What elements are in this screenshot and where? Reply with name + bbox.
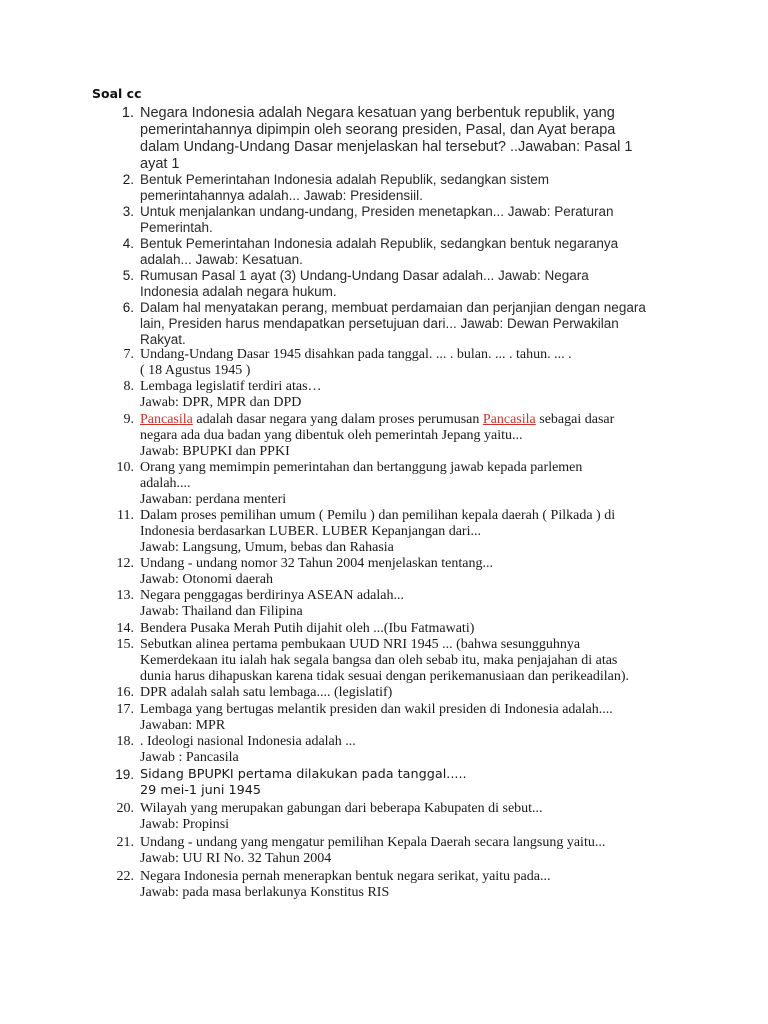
- item-number: 5.: [122, 268, 134, 283]
- list-item: [100, 621, 680, 637]
- list-item: [100, 685, 680, 701]
- item-number: 9.: [123, 412, 134, 427]
- item-text: Undang - undang yang mengatur pemilihan Kepala Daerah secara langsung yaitu...: [140, 835, 606, 850]
- pancasila-link[interactable]: Pancasila: [482, 412, 536, 427]
- document-title: Soal cc: [92, 86, 142, 101]
- item-text: Jawab: Propinsi: [140, 817, 230, 832]
- item-text: Jawab: Otonomi daerah: [140, 572, 273, 587]
- item-text: pemerintahannya adalah... Jawab: Presidensiil.: [140, 188, 423, 203]
- list-item: [100, 347, 680, 379]
- item-number: 22.: [116, 869, 134, 884]
- list-item: [100, 460, 680, 508]
- item-text: Untuk menjalankan undang-undang, Presiden menetapkan... Jawab: Peraturan: [140, 204, 614, 219]
- list-item: [100, 268, 680, 300]
- list-item: [100, 702, 680, 734]
- list-item: [100, 556, 680, 588]
- list-item: [100, 204, 680, 236]
- list-item: [100, 105, 680, 173]
- item-number: 15.: [116, 637, 134, 652]
- item-text: adalah....: [140, 476, 191, 491]
- item-text: Pemerintah.: [140, 220, 213, 235]
- item-text: Undang-Undang Dasar 1945 disahkan pada tanggal. ... . bulan. ... . tahun. ... .: [140, 347, 572, 362]
- item-text: Jawab: pada masa berlakunya Konstitus RIS: [140, 885, 390, 900]
- item-text: Rumusan Pasal 1 ayat (3) Undang-Undang Dasar adalah... Jawab: Negara: [140, 268, 589, 283]
- item-text: adalah dasar negara yang dalam proses perumusan: [192, 412, 483, 427]
- item-text: Jawab: UU RI No. 32 Tahun 2004: [140, 851, 332, 866]
- item-text: Kemerdekaan itu ialah hak segala bangsa dan oleh sebab itu, maka penjajahan di atas: [140, 653, 618, 668]
- item-number: 7.: [123, 347, 134, 362]
- item-text: Jawab: DPR, MPR dan DPD: [140, 395, 302, 410]
- item-number: 8.: [123, 379, 134, 394]
- item-text: . Ideologi nasional Indonesia adalah ...: [140, 734, 356, 749]
- list-item: [100, 734, 680, 766]
- item-number: 17.: [116, 702, 134, 717]
- item-text: dalam Undang-Undang Dasar menjelaskan hal tersebut? ..Jawaban: Pasal 1: [140, 139, 633, 155]
- list-item: [100, 588, 680, 620]
- item-text: sebagai dasar: [535, 412, 615, 427]
- item-text: DPR adalah salah satu lembaga.... (legislatif): [140, 685, 393, 700]
- item-text: Dalam proses pemilihan umum ( Pemilu ) dan pemilihan kepala daerah ( Pilkada ) di: [140, 508, 616, 523]
- item-number: 16.: [116, 685, 134, 700]
- list-item: [100, 637, 680, 685]
- item-text: Lembaga yang bertugas melantik presiden dan wakil presiden di Indonesia adalah....: [140, 702, 613, 717]
- item-text: Bentuk Pemerintahan Indonesia adalah Republik, sedangkan bentuk negaranya: [140, 236, 619, 251]
- item-text: Lembaga legislatif terdiri atas…: [140, 379, 322, 394]
- item-text: Wilayah yang merupakan gabungan dari beberapa Kabupaten di sebut...: [140, 801, 543, 816]
- item-text: negara ada dua badan yang dibentuk oleh pemerintah Jepang yaitu...: [140, 428, 523, 443]
- item-text: Indonesia adalah negara hukum.: [140, 284, 337, 299]
- item-text: Jawab : Pancasila: [140, 750, 239, 765]
- item-number: 10.: [116, 460, 134, 475]
- pancasila-link[interactable]: Pancasila: [140, 412, 193, 427]
- item-text: lain, Presiden harus mendapatkan persetujuan dari... Jawab: Dewan Perwakilan: [140, 316, 619, 331]
- item-text: Jawab: Thailand dan Filipina: [140, 604, 303, 619]
- list-item: [100, 412, 680, 460]
- item-number: 6.: [122, 300, 134, 315]
- list-item: [100, 236, 680, 268]
- item-number: 2.: [122, 172, 134, 187]
- list-item: [100, 379, 680, 411]
- item-text: Negara Indonesia pernah menerapkan bentuk negara serikat, yaitu pada...: [140, 869, 551, 884]
- item-text: Jawaban: MPR: [140, 718, 226, 733]
- item-text: ayat 1: [140, 156, 180, 172]
- item-text: Jawaban: perdana menteri: [140, 492, 287, 507]
- item-number: 13.: [116, 588, 134, 603]
- item-number: 20.: [116, 801, 134, 816]
- item-text: Bendera Pusaka Merah Putih dijahit oleh ...(Ibu Fatmawati): [140, 621, 475, 636]
- list-item: [100, 508, 680, 556]
- item-text: dunia harus dihapuskan karena tidak sesuai dengan perikemanusiaan dan perikeadilan).: [140, 669, 630, 684]
- item-number: 1.: [121, 105, 134, 121]
- item-text: Jawab: BPUPKI dan PPKI: [140, 444, 290, 459]
- item-text: Negara penggagas berdirinya ASEAN adalah...: [140, 588, 404, 603]
- item-text: Bentuk Pemerintahan Indonesia adalah Republik, sedangkan sistem: [140, 172, 550, 187]
- item-text: pemerintahannya dipimpin oleh seorang presiden, Pasal, dan Ayat berapa: [140, 122, 616, 138]
- item-text: Sebutkan alinea pertama pembukaan UUD NRI 1945 ... (bahwa sesungguhnya: [140, 637, 581, 652]
- item-text: Rakyat.: [140, 332, 186, 347]
- item-number: 4.: [122, 236, 134, 251]
- item-text: Negara Indonesia adalah Negara kesatuan yang berbentuk republik, yang: [140, 105, 615, 121]
- item-text: Indonesia berdasarkan LUBER. LUBER Kepanjangan dari...: [140, 524, 481, 539]
- item-number: 3.: [122, 204, 134, 219]
- item-text: Sidang BPUPKI pertama dilakukan pada tanggal.....: [140, 767, 467, 782]
- item-number: 14.: [116, 621, 134, 636]
- list-item: [100, 172, 680, 204]
- list-item: [100, 300, 680, 348]
- item-text: Dalam hal menyatakan perang, membuat perdamaian dan perjanjian dengan negara: [140, 300, 646, 315]
- item-text: Jawab: Langsung, Umum, bebas dan Rahasia: [140, 540, 394, 555]
- list-item: [100, 767, 680, 799]
- item-number: 12.: [116, 556, 134, 571]
- list-item: [100, 869, 680, 901]
- item-text: Orang yang memimpin pemerintahan dan bertanggung jawab kepada parlemen: [140, 460, 583, 475]
- item-number: 11.: [117, 508, 134, 523]
- item-number: 19.: [115, 767, 134, 782]
- item-text: ( 18 Agustus 1945 ): [140, 363, 251, 378]
- list-item: [100, 835, 680, 867]
- item-number: 18.: [116, 734, 134, 749]
- item-number: 21.: [116, 835, 134, 850]
- item-text: 29 mei-1 juni 1945: [140, 783, 262, 798]
- item-text: Undang - undang nomor 32 Tahun 2004 menjelaskan tentang...: [140, 556, 493, 571]
- list-item: [100, 801, 680, 833]
- item-text: adalah... Jawab: Kesatuan.: [140, 252, 303, 267]
